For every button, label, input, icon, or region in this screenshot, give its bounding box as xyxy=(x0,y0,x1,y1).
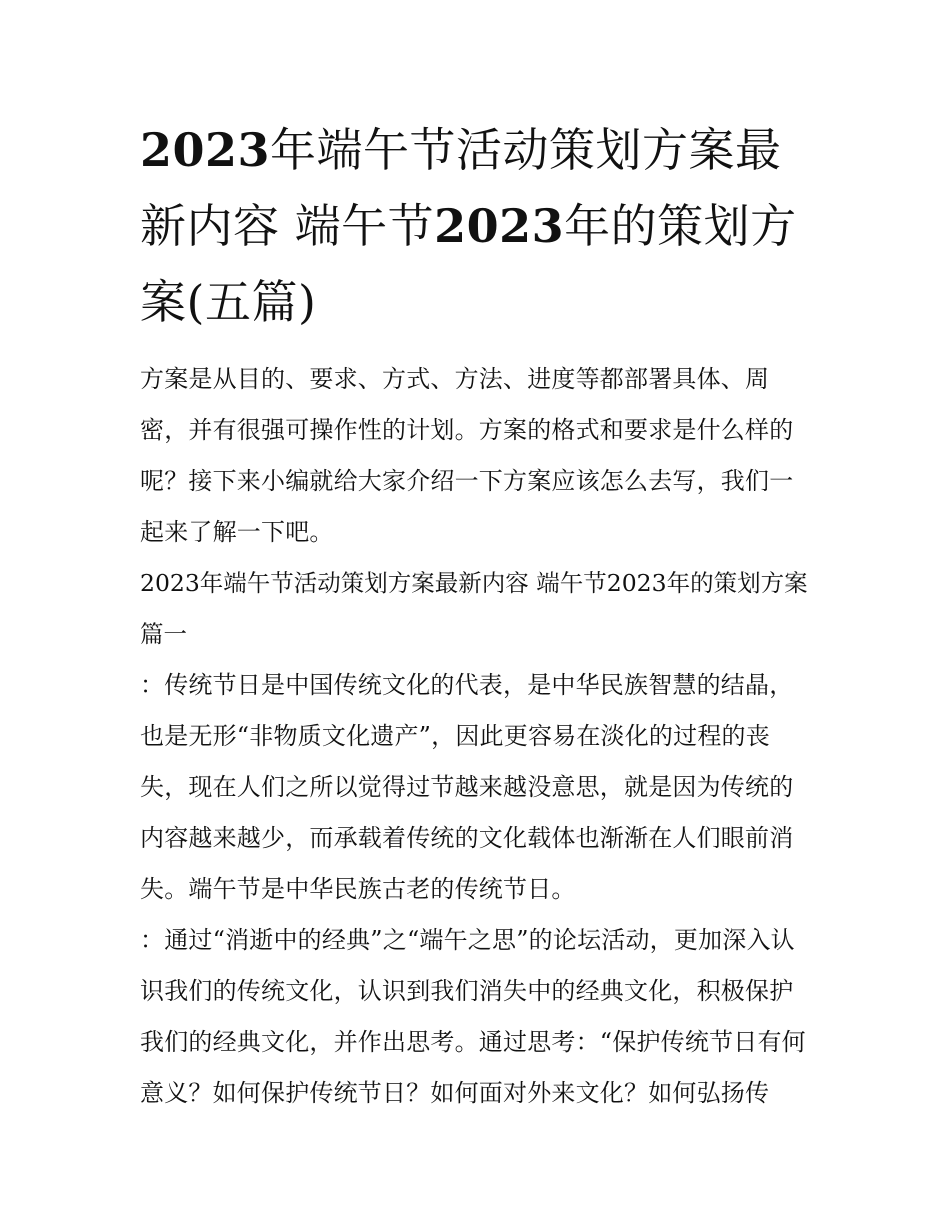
title-text-part1: 年端午节活动策划方案最新内容 端午节 xyxy=(140,123,782,253)
body-paragraph-1: ：传统节日是中国传统文化的代表，是中华民族智慧的结晶，也是无形“非物质文化遗产”，因此更容易在淡化的过程的丧失，现在人们之所以觉得过节越来越没意思，就是因为传统的内容越来越少，而承载着传统的文化载体也渐渐在人们眼前消失。端午节是中华民族古老的传统节日。 xyxy=(140,671,794,903)
section-heading: 2023年端午节活动策划方案最新内容 端午节2023年的策划方案篇一 xyxy=(140,569,808,648)
document-body xyxy=(140,354,812,1119)
intro-paragraph: 方案是从目的、要求、方式、方法、进度等都部署具体、周密，并有很强可操作性的计划。方案的格式和要求是什么样的呢？接下来小编就给大家介绍一下方案应该怎么去写，我们一起来了解一下吧。 xyxy=(140,365,794,546)
document-title xyxy=(140,112,812,340)
title-text-part2: 年的策划方案(五篇) xyxy=(140,199,797,329)
title-year: 2023 xyxy=(140,123,271,177)
body-paragraph-2: ：通过“消逝中的经典”之“端午之思”的论坛活动，更加深入认识我们的传统文化，认识到我们消失中的经典文化，积极保护我们的经典文化，并作出思考。通过思考：“保护传统节日有何意义？如何保护传统节日？如何面对外来文化？如何弘扬传 xyxy=(140,926,806,1107)
title-year-second: 2023 xyxy=(434,199,565,253)
